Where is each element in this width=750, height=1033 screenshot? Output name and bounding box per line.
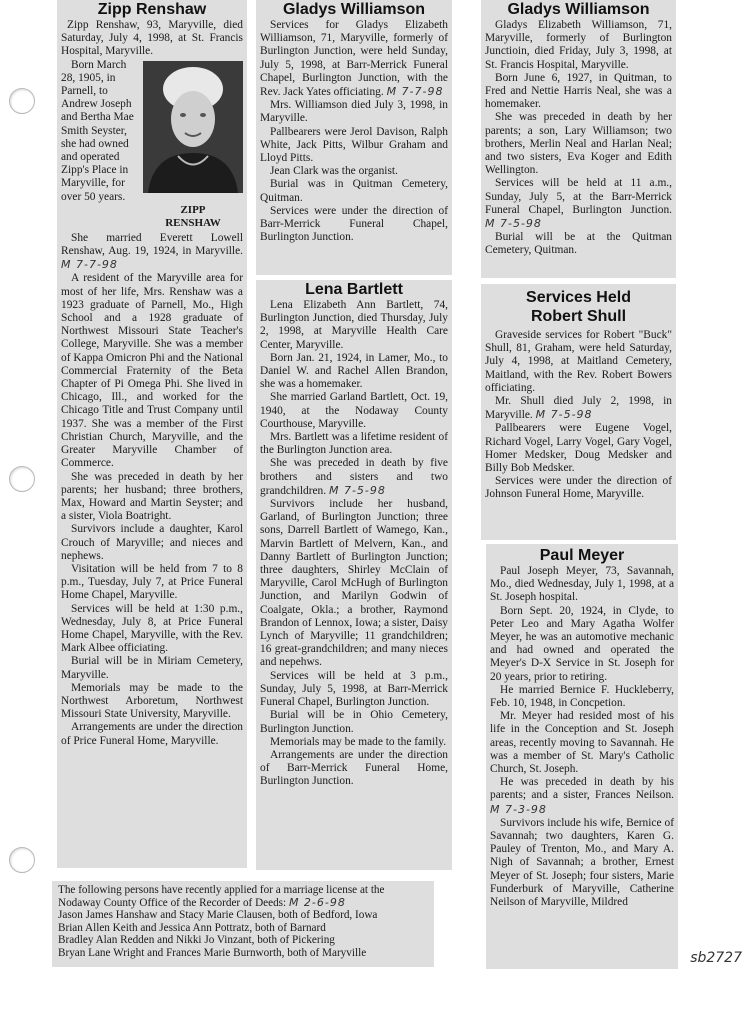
obituary-survivors: Survivors include a daughter, Karol Crouch of Maryville; and nieces and nephews. (61, 523, 243, 562)
handwritten-note: M 7-7-98 (61, 258, 118, 272)
obituary-arrangements: Arrangements are under the direction of Price Funeral Home, Maryville. (61, 721, 243, 747)
marriage-couple: Bradley Alan Redden and Nikki Jo Vinzant, both of Pickering (58, 934, 335, 947)
obituary-services (485, 177, 672, 231)
obituary-survivors: Survivors include his wife, Bernice of Savannah; two daughters, Karen G. Pauley of Trenton, Mo., and Mary A. Nigh of Savannah; a brother, Ernest Meyer of St. Joseph; four sisters, Marie Funderburk of Maryville, Catherine Neilson of Maryville, Mildred (490, 816, 674, 909)
obituary-title: Lena Bartlett (305, 281, 403, 298)
obituary-subtitle: Robert Shull (530, 308, 627, 325)
obituary-married: He married Bernice F. Huckleberry, Feb. 10, 1948, in Concpetion. (490, 683, 674, 710)
handwritten-note: M 7-5-98 (535, 408, 593, 422)
marriage-intro (58, 884, 428, 909)
obituary-resided: Mr. Meyer had resided most of his life in the Conception and St. Joseph areas, recently moving to Savannah. He was a member of St. Mary's Catholic Church, St. Joseph. (490, 710, 674, 776)
obituary-zipp-renshaw (57, 0, 247, 868)
binder-hole (9, 847, 35, 873)
marriage-couple: Bryan Lane Wright and Frances Marie Burnworth, both of Maryville (58, 946, 367, 959)
obituary-title: Zipp Renshaw (97, 1, 207, 18)
obituary-resident: A resident of the Maryville area for most of her life, Mrs. Renshaw was a 1923 graduate of Parnell, Mo., High School and a 1928 graduate of Northwest Missouri State Teacher's College, Maryville. She was a member of Kappa Omicron Phi and the National Commercial Fraternity of the Beta Chapter of Pi Omega Phi. She lived in Chicago, Ill., and worked for the Chicago Title and Trust Company until 1937. She was a member of the First Christian Church, Maryville, and the Greater Maryville Chamber of Commerce. (61, 272, 243, 470)
obituary-organist: Jean Clark was the organist. (270, 165, 398, 178)
binder-hole (9, 466, 35, 492)
handwritten-note: M 7-3-98 (490, 802, 547, 816)
photo-caption-first: ZIPP (180, 203, 206, 216)
obituary-memorials: Memorials may be made to the family. (270, 735, 447, 748)
obituary-services: Services will be held at 1:30 p.m., Wednesday, July 8, at Price Funeral Home Chapel, Maryville, with the Rev. Mark Albee officiating. (61, 602, 243, 655)
photo-caption-last: RENSHAW (165, 216, 221, 229)
handwritten-note: M 2-6-98 (288, 895, 346, 909)
obituary-lena-bartlett (256, 280, 452, 870)
obituary-burial: Burial will be in Miriam Cemetery, Maryville. (61, 655, 243, 681)
handwritten-note: M 7-5-98 (328, 483, 386, 497)
portrait-photo (143, 61, 243, 193)
obituary-intro: Lena Elizabeth Ann Bartlett, 74, Burlington Junction, died Thursday, July 2, 1998, at Maryville Health Care Center, Maryville. (260, 299, 448, 351)
obituary-robert-shull (481, 284, 676, 540)
photo-caption (143, 204, 243, 230)
obituary-died-text: Mr. Shull died July 2, 1998, in Maryville. (485, 395, 672, 422)
obituary-preceded-text: He was preceded in death by his parents; and a sister, Frances Neilson. (490, 776, 674, 802)
obituary-memorials: Memorials may be made to the Northwest Arboretum, Northwest Missouri State University, Maryville. (61, 681, 243, 721)
obituary-married: She married Garland Bartlett, Oct. 19, 1940, at the Nodaway County Courthouse, Maryville. (260, 391, 448, 430)
obituary-married-text: She married Everett Lowell Renshaw, Aug. 19, 1924, in Maryville. (61, 231, 243, 258)
obituary-burial: Burial was in Quitman Cemetery, Quitman. (260, 178, 448, 204)
obituary-services-text: Services for Gladys Elizabeth Williamson, 71, Maryville, formerly of Burlington Junction, were held Sunday, July 5, 1998, at Barr-Merrick Funeral Chapel, Burlington Junction, with the Rev. Jack Yates officiating. (260, 19, 448, 99)
obituary-pallbearers: Pallbearers were Eugene Vogel, Richard Vogel, Larry Vogel, Gary Vogel, Homer Medsker, Doug Medsker and Billy Bob Medsker. (485, 422, 672, 475)
obituary-resident: Mrs. Bartlett was a lifetime resident of the Burlington Junction area. (260, 431, 448, 457)
obituary-preceded-text: She was preceded in death by five brothers and sisters and two grandchildren. (260, 457, 448, 497)
obituary-pallbearers: Pallbearers were Jerol Davison, Ralph White, Jack Pitts, Wilbur Graham and Lloyd Pitts. (260, 125, 448, 165)
obituary-burial: Burial will be in Ohio Cemetery, Burlington Junction. (260, 709, 448, 735)
binder-hole (9, 88, 35, 114)
obituary-intro: Paul Joseph Meyer, 73, Savannah, Mo., died Wednesday, July 1, 1998, at a St. Joseph hospital. (490, 565, 674, 604)
obituary-preceded (260, 457, 448, 498)
obituary-preceded: She was preceded in death by her parents; a son, Lary Williamson; two brothers, Merlin Neal and Harlan Neal; and two sisters, Eva Koger and Edith Wellington. (485, 111, 672, 177)
obituary-born: Born Sept. 20, 1924, in Clyde, to Peter Leo and Mary Agatha Wolfer Meyer, he was an automotive mechanic and had owned and operated the Meyer's D-X Service in St. Joseph for 20 years, prior to retiring. (490, 604, 674, 683)
obituary-married (61, 232, 243, 273)
obituary-survivors: Survivors include her husband, Garland, of Burlington Junction; three sons, Darrell Bartlett of Wamego, Kan., Marvin Bartlett of Melvern, Kan., and Danny Bartlett of Burlington Junction; three daughters, Shirley McClain of Maryville, Carol McHugh of Burlington Junction, and Marilyn Godwin of Coalgate, Okla.; a brother, Raymond Brandon of Lennox, Iowa; a sister, Daisy Lynch of Maryville; 11 grandchildren; 16 great-grandchildren; and many nieces and nepehws. (260, 498, 448, 669)
marriage-couple: Jason James Hanshaw and Stacy Marie Clausen, both of Bedford, Iowa (58, 909, 378, 922)
obituary-visitation: Visitation will be held from 7 to 8 p.m., Tuesday, July 7, at Price Funeral Home Chapel, Maryville. (61, 562, 243, 602)
obituary-born: Born June 6, 1927, in Quitman, to Fred and Nettie Harris Neal, she was a homemaker. (485, 71, 672, 111)
obituary-born: Born March 28, 1905, in Parnell, to Andrew Joseph and Bertha Mae Smith Seyster, she had owned and operated Zipp's Place in Maryville, for over 50 years. (61, 58, 134, 203)
obituary-preceded: She was preceded in death by her parents; her husband; three brothers, Max, Howard and Martin Seyster; and a sister, Viola Boatright. (61, 470, 243, 523)
obituary-services (260, 19, 448, 99)
obituary-intro: Gladys Elizabeth Williamson, 71, Maryville, formerly of Burlington Junctioin, died Friday, July 3, 1998, at St. Francis Hospital, Maryville. (485, 19, 672, 71)
obituary-gladys-williamson-2 (481, 0, 676, 278)
obituary-graveside: Graveside services for Robert "Buck" Shull, 81, Graham, were held Saturday, July 4, 1998, at Maitland Cemetery, Maitland, with the Rev. Robert Bowers officiating. (485, 329, 672, 394)
marriage-intro-text: The following persons have recently applied for a marriage license at the Nodaway County Office of the Recorder of Deeds: (58, 884, 385, 909)
obituary-title: Gladys Williamson (507, 1, 650, 18)
marriage-couple: Brian Allen Keith and Jessica Ann Pottratz, both of Barnard (58, 921, 326, 934)
obituary-born: Born Jan. 21, 1924, in Lamer, Mo., to Daniel W. and Rachel Allen Brandon, she was a homemaker. (260, 351, 448, 391)
obituary-title: Services Held (526, 289, 631, 306)
handwritten-note: M 7-5-98 (485, 217, 542, 231)
obituary-arrangements: Arrangements are under the direction of Barr-Merrick Funeral Home, Burlington Junction. (260, 748, 448, 788)
obituary-services: Services will be held at 3 p.m., Sunday, July 5, 1998, at Barr-Merrick Funeral Chapel, Burlington Junction. (260, 669, 448, 709)
handwritten-page-number: sb2727 (690, 950, 742, 966)
obituary-services-text: Services will be held at 11 a.m., Sunday, July 5, at the Barr-Merrick Funeral Chapel, Burlington Junction. (485, 177, 672, 216)
obituary-direction: Services were under the direction of Barr-Merrick Funeral Chapel, Burlington Junction. (260, 204, 448, 244)
obituary-title: Gladys Williamson (282, 1, 426, 18)
obituary-preceded (490, 776, 674, 817)
obituary-paul-meyer (486, 544, 678, 969)
handwritten-note: M 7-7-98 (386, 85, 444, 99)
obituary-burial: Burial will be at the Quitman Cemetery, Quitman. (485, 231, 672, 257)
obituary-died: Mrs. Williamson died July 3, 1998, in Maryville. (260, 99, 448, 125)
marriage-license-notice (52, 881, 434, 967)
obituary-died (485, 395, 672, 422)
obituary-title: Paul Meyer (539, 547, 625, 564)
obituary-intro: Zipp Renshaw, 93, Maryville, died Saturday, July 4, 1998, at St. Francis Hospital, Maryville. (61, 19, 243, 58)
obituary-gladys-williamson-1 (256, 0, 452, 275)
obituary-direction: Services were under the direction of Johnson Funeral Home, Maryville. (485, 475, 672, 501)
